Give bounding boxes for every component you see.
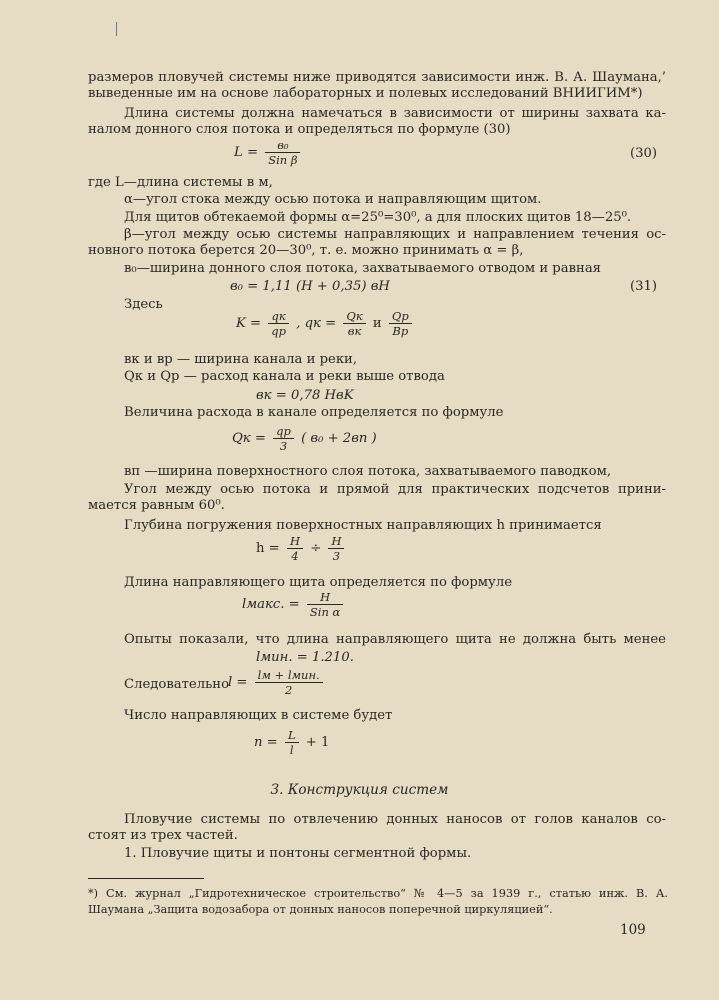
fraction — [343, 309, 365, 338]
formula-qk — [232, 424, 377, 453]
text-line: Величина расхода в канале определяется по формуле — [124, 405, 504, 420]
text-line: где L—длина системы в м, — [88, 175, 273, 190]
text-line: α—угол стока между осью потока и направляющим щитом. — [124, 192, 542, 207]
fraction — [287, 534, 303, 563]
fraction — [268, 309, 289, 338]
text-line: в₀—ширина донного слоя потока, захватываемого отводом и равная — [124, 261, 601, 276]
formula-30 — [234, 138, 303, 167]
footnote-line: *) См. журнал „Гидротехническое строительство“ № 4—5 за 1939 г., статью инж. В. А. — [88, 887, 668, 900]
text-line: вп —ширина поверхностного слоя потока, захватываемого паводком, — [124, 464, 612, 479]
text-line: Длина системы должна намечаться в зависимости от ширины захвата ка- — [124, 106, 666, 121]
text-line: размеров пловучей системы ниже приводятся зависимости инж. В. А. Шаумана,’ — [88, 70, 666, 85]
numerator: H — [307, 590, 343, 605]
fraction — [265, 138, 300, 167]
formula-lhs: n = — [254, 735, 278, 750]
denominator: Bр — [392, 324, 409, 338]
text-line: налом донного слоя потока и определяться по формуле (30) — [88, 122, 511, 137]
text-line: Опыты показали, что длина направляющего щита не должна быть менее — [124, 632, 666, 647]
text-line: Число направляющих в системе будет — [124, 708, 393, 723]
text-line: Длина направляющего щита определяется по формуле — [124, 575, 513, 590]
footnote-line: Шаумана „Защита водозабора от донных наносов поперечной циркуляцией“. — [88, 903, 553, 916]
formula-n — [254, 728, 329, 757]
formula-text: ( в₀ + 2вп ) — [301, 431, 377, 446]
denominator: 3 — [279, 439, 288, 453]
margin-mark — [116, 22, 117, 36]
text-line: новного потока берется 20—30⁰, т. е. можно принимать α = β, — [88, 243, 524, 258]
fraction — [273, 424, 294, 453]
formula-lmin: lмин. = 1.210. — [256, 650, 354, 665]
numerator: H — [328, 534, 344, 549]
fraction — [307, 590, 343, 619]
formula-text: + 1 — [305, 735, 330, 750]
numerator: qр — [273, 424, 294, 439]
section-heading: 3. Конструкция систем — [270, 782, 449, 798]
numerator: qк — [268, 309, 289, 324]
text-line: Qк и Qр — расход канала и реки выше отвода — [124, 369, 445, 384]
numerator: lм + lмин. — [255, 668, 323, 683]
formula-text: , qк = — [296, 316, 337, 331]
text-line: Глубина погружения поверхностных направляющих h принимается — [124, 518, 602, 533]
denominator: Sin β — [268, 153, 298, 167]
formula-lhs: L = — [234, 145, 258, 160]
formula-k — [236, 309, 415, 338]
denominator: qр — [271, 324, 287, 338]
formula-lhs: l = — [228, 675, 248, 690]
text-line: выведенные им на основе лабораторных и полевых исследований ВНИИГИМ*) — [88, 86, 643, 101]
text-line: мается равным 60⁰. — [88, 498, 225, 513]
fraction — [285, 728, 299, 757]
formula-31: в₀ = 1,11 (H + 0,35) вH — [230, 279, 390, 294]
text-line: Пловучие системы по отвлечению донных наносов от голов каналов со- — [124, 812, 666, 827]
formula-vk: вк = 0,78 HвK — [256, 388, 354, 403]
formula-l — [228, 668, 326, 697]
text-line: Здесь — [124, 297, 163, 312]
numerator: L — [285, 728, 299, 743]
formula-h — [256, 534, 347, 563]
numerator: H — [287, 534, 303, 549]
footnote-divider — [88, 878, 204, 879]
formula-lhs: lмакс. = — [242, 597, 300, 612]
denominator: 3 — [332, 549, 341, 563]
text-line: вк и вр — ширина канала и реки, — [124, 352, 358, 367]
text-line: 1. Пловучие щиты и понтоны сегментной формы. — [124, 846, 472, 861]
text-line: Угол между осью потока и прямой для практических подсчетов прини- — [124, 482, 666, 497]
denominator: Sin α — [309, 605, 341, 619]
fraction — [328, 534, 344, 563]
text-line: Следовательно — [124, 677, 230, 692]
denominator: 2 — [285, 683, 293, 697]
text-line: стоят из трех частей. — [88, 828, 238, 843]
denominator: 4 — [291, 549, 299, 563]
denominator: l — [289, 743, 294, 757]
formula-lhs: Qк = — [232, 431, 266, 446]
numerator: Qр — [389, 309, 412, 324]
equation-number: (31) — [630, 279, 658, 294]
fraction — [255, 668, 323, 697]
text-line: β—угол между осью системы направляющих и направлением течения ос- — [124, 227, 666, 242]
formula-lhs: K = — [236, 316, 262, 331]
numerator: Qк — [343, 309, 365, 324]
denominator: вк — [347, 324, 362, 338]
numerator: в₀ — [265, 138, 300, 153]
formula-lmax — [242, 590, 346, 619]
page-number: 109 — [620, 922, 646, 938]
formula-lhs: h = — [256, 541, 280, 556]
equation-number: (30) — [630, 146, 658, 161]
formula-text: ÷ — [310, 541, 322, 556]
text-line: Для щитов обтекаемой формы α=25⁰=30⁰, а для плоских щитов 18—25⁰. — [124, 210, 632, 225]
formula-text: и — [372, 316, 382, 331]
fraction — [389, 309, 412, 338]
